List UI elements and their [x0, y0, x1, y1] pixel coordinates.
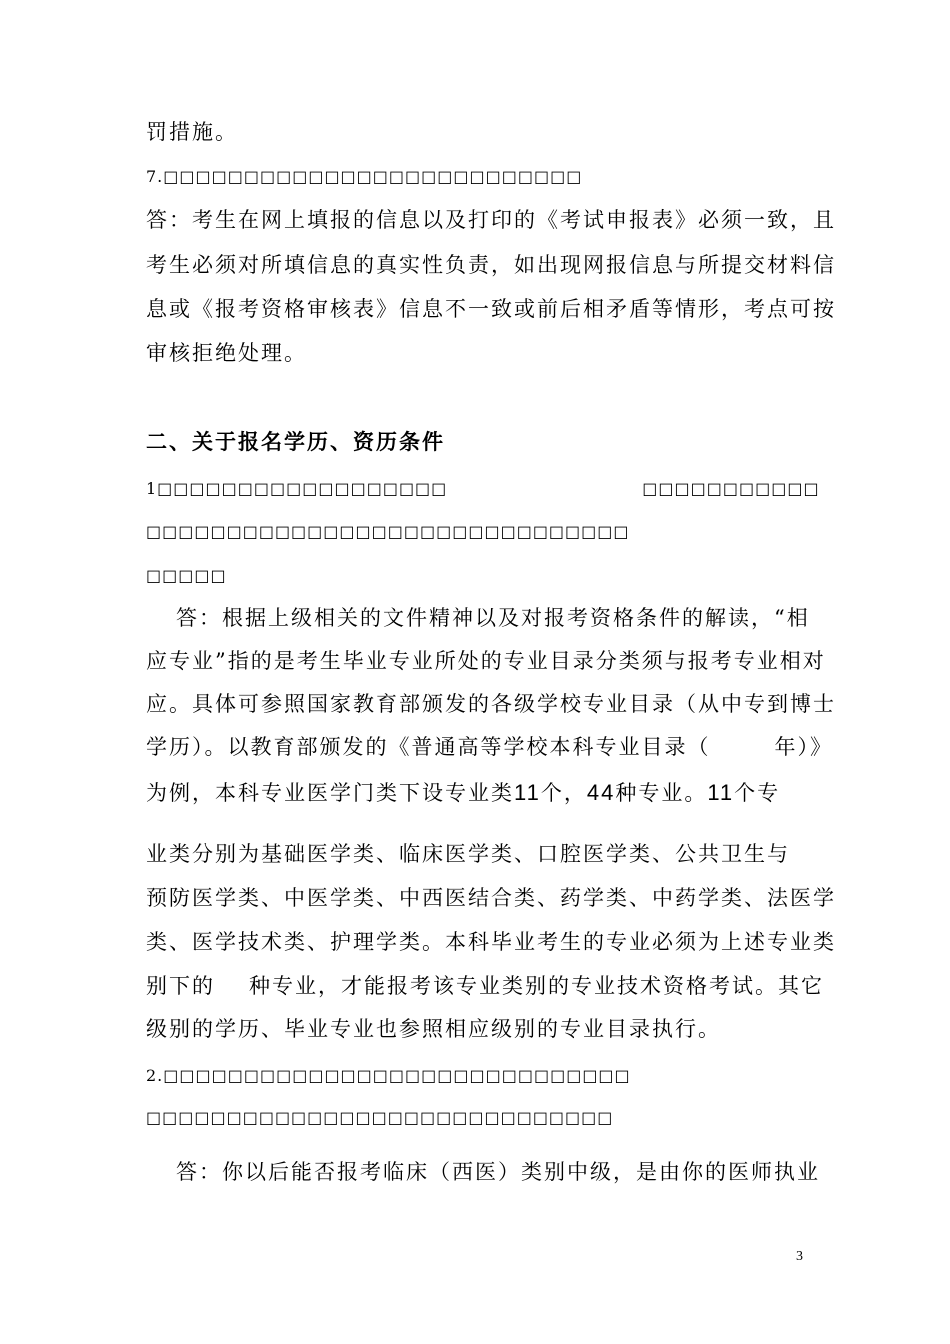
answer-text: 为例，本科专业医学门类下设专业类 [146, 781, 514, 805]
answer-line: 类、医学技术类、护理学类。本科毕业考生的专业必须为上述专业类 [146, 930, 836, 954]
answer-text: 个， [540, 781, 587, 805]
number-text: 11 [514, 780, 541, 805]
answer-line [146, 972, 824, 1000]
answer-line: 答：根据上级相关的文件精神以及对报考资格条件的解读，“相 [176, 606, 810, 630]
question-1-part-b: □□□□□□□□□□□ [642, 479, 820, 498]
question-7: 7.□□□□□□□□□□□□□□□□□□□□□□□□□□ [146, 167, 583, 186]
answer-text: 个专 [734, 781, 781, 805]
answer-line: 级别的学历、毕业专业也参照相应级别的专业目录执行。 [146, 1017, 721, 1041]
text-line: 审核拒绝处理。 [146, 341, 307, 365]
answer-line: 应。具体可参照国家教育部颁发的各级学校专业目录（从中专到博士 [146, 692, 836, 716]
answer-text: 种专业，才能报考该专业类别的专业技术资格考试。其它 [249, 974, 824, 998]
text-line: 罚措施。 [146, 120, 238, 144]
answer-line: 预防医学类、中医学类、中西医结合类、药学类、中药学类、法医学 [146, 886, 836, 910]
answer-text: 种专业。 [615, 781, 708, 805]
answer-text: 学历）。以教育部颁发的《普通高等学校本科专业目录（ [146, 735, 711, 759]
answer-text: 年）》 [774, 735, 833, 759]
number-text: 11 [707, 780, 735, 805]
answer-text: 别下的 [146, 974, 215, 998]
question-2-line: 2.□□□□□□□□□□□□□□□□□□□□□□□□□□□□□ [146, 1066, 631, 1085]
answer-line [146, 779, 780, 807]
question-2-line-2: □□□□□□□□□□□□□□□□□□□□□□□□□□□□□ [146, 1108, 614, 1127]
answer-line [146, 733, 833, 761]
answer-line: 应专业”指的是考生毕业专业所处的专业目录分类须与报考专业相对 [146, 649, 826, 673]
question-1-line [146, 475, 820, 503]
page-number: 3 [796, 1249, 803, 1264]
number-text: 44 [586, 780, 616, 805]
text-line: 息或《报考资格审核表》信息不一致或前后相矛盾等情形，考点可按 [146, 297, 836, 321]
text-line: 答：考生在网上填报的信息以及打印的《考试申报表》必须一致，且 [146, 208, 836, 232]
question-1-line-2: □□□□□□□□□□□□□□□□□□□□□□□□□□□□□□ [146, 522, 630, 541]
answer-line: 业类分别为基础医学类、临床医学类、口腔医学类、公共卫生与 [146, 842, 790, 866]
answer-line: 答：你以后能否报考临床（西医）类别中级，是由你的医师执业 [176, 1160, 820, 1184]
question-1-part-a: 1□□□□□□□□□□□□□□□□□□ [146, 479, 448, 498]
section-heading: 二、关于报名学历、资历条件 [146, 430, 445, 454]
text-line: 考生必须对所填信息的真实性负责，如出现网报信息与所提交材料信 [146, 253, 836, 277]
question-1-line-3: □□□□□ [146, 566, 227, 585]
